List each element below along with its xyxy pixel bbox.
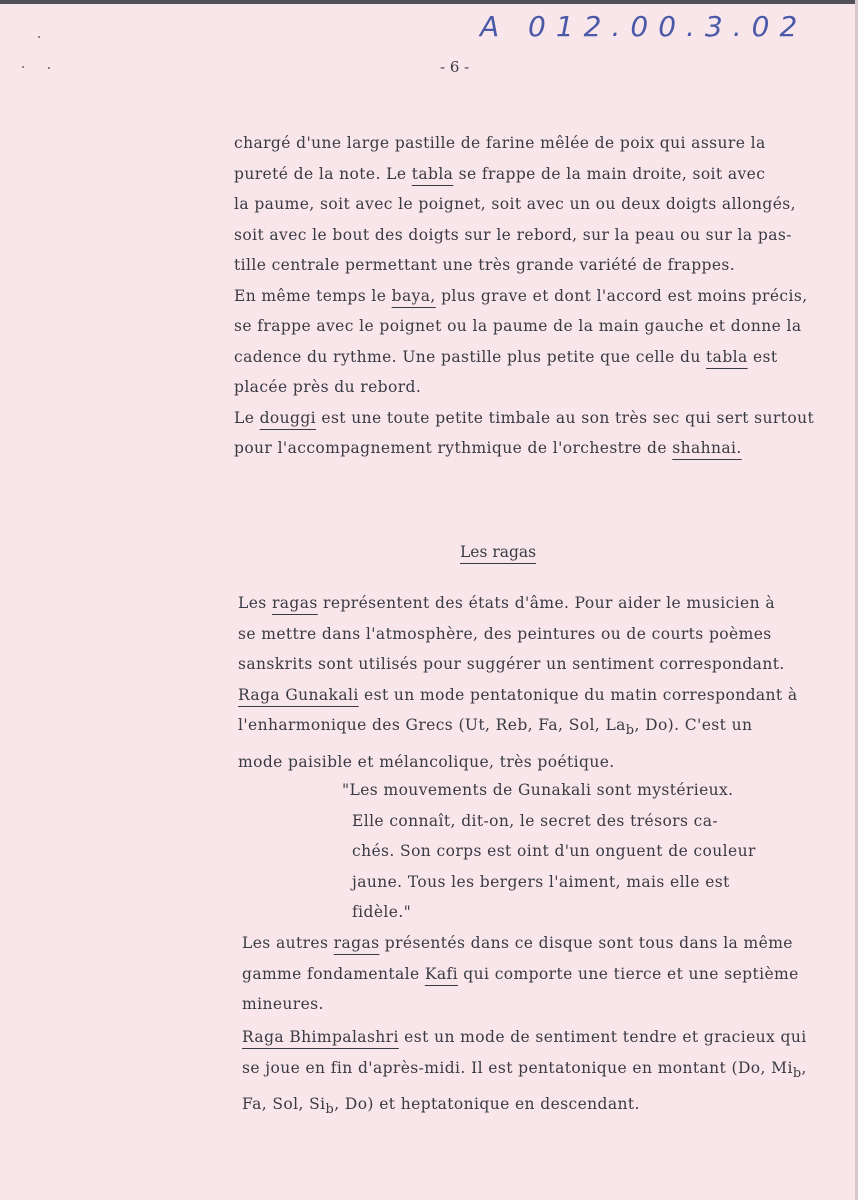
page-number: - 6 - [440,58,470,76]
scan-edge-top [0,0,858,4]
text-line: placée près du rebord. [234,378,422,396]
text-line: pour l'accompagnement rythmique de l'orchestre de shahnai. [234,439,742,457]
text-line: Raga Bhimpalashri est un mode de sentiment tendre et gracieux qui [242,1028,807,1046]
term-tabla: tabla [411,164,454,183]
text-line: Fa, Sol, $Si_b$, Do) et heptatonique en descendant. [242,1095,640,1118]
term-raga-gunakali: Raga Gunakali [238,685,359,704]
quote-line: fidèle." [352,903,412,921]
term-ragas: ragas [271,594,318,612]
text-line: En même temps le baya, plus grave et dont l'accord est moins précis, [234,286,808,305]
term-kafi: Kafi [424,964,458,983]
paragraph-kafi [242,928,799,1020]
text-line: Les ragas représentent des états d'âme. Pour aider le musicien à [238,594,775,612]
text-line: se frappe avec le poignet ou la paume de la main gauche et donne la [234,317,802,335]
text-line: la paume, soit avec le poignet, soit avec un ou deux doigts allongés, [234,195,796,213]
text-line: se joue en fin d'après-midi. Il est pentatonique en montant (Do, $Mi_b$, [242,1058,807,1081]
poem-quote [342,775,756,928]
text-line: gamme fondamentale Kafi qui comporte une tierce et une septième [242,964,799,983]
handwritten-reference-number: A 012.00.3.02 [480,10,808,43]
quote-line: chés. Son corps est oint d'un onguent de couleur [352,842,756,860]
text-line: se mettre dans l'atmosphère, des peintures ou de courts poèmes [238,624,772,643]
paragraph-instruments [234,128,814,464]
term-raga-bhimpalashri: Raga Bhimpalashri [242,1028,399,1046]
text-line: sanskrits sont utilisés pour suggérer un sentiment correspondant. [238,655,785,673]
scan-speck [38,36,40,38]
quote-line: Elle connaît, dit-on, le secret des trésors ca- [352,811,719,830]
term-douggi: douggi [259,408,317,427]
text-line: Les autres ragas présentés dans ce disque sont tous dans la même [242,934,793,952]
text-line: Raga Gunakali est un mode pentatonique du matin correspondant à [238,685,798,704]
quote-line: "Les mouvements de Gunakali sont mystérieux. [342,781,734,799]
section-title: Les ragas [460,543,537,561]
term-baya: baya, [391,286,436,305]
text-line: cadence du rythme. Une pastille plus petite que celle du tabla est [234,347,778,366]
scan-speck [48,67,50,69]
quote-line: jaune. Tous les bergers l'aiment, mais elle est [352,872,730,891]
text-line: l'enharmonique des Grecs (Ut, Reb, Fa, Sol, $La_b$, Do). C'est un [238,716,753,739]
term-shahnai: shahnai. [672,439,742,457]
scan-speck [22,66,24,68]
text-line: chargé d'une large pastille de farine mêlée de poix qui assure la [234,134,766,152]
paragraph-bhimpalashri [242,1022,807,1126]
term-tabla: tabla [706,347,748,366]
text-line: mineures. [242,995,324,1013]
text-line: pureté de la note. Le tabla se frappe de la main droite, soit avec [234,164,766,183]
text-line: Le douggi est une toute petite timbale au son très sec qui sert surtout [234,408,815,427]
term-ragas: ragas [333,934,380,952]
paragraph-ragas [238,588,798,777]
text-line: mode paisible et mélancolique, très poétique. [238,752,615,771]
text-line: tille centrale permettant une très grande variété de frappes. [234,256,736,274]
text-line: soit avec le bout des doigts sur le rebord, sur la peau ou sur la pas- [234,225,792,244]
